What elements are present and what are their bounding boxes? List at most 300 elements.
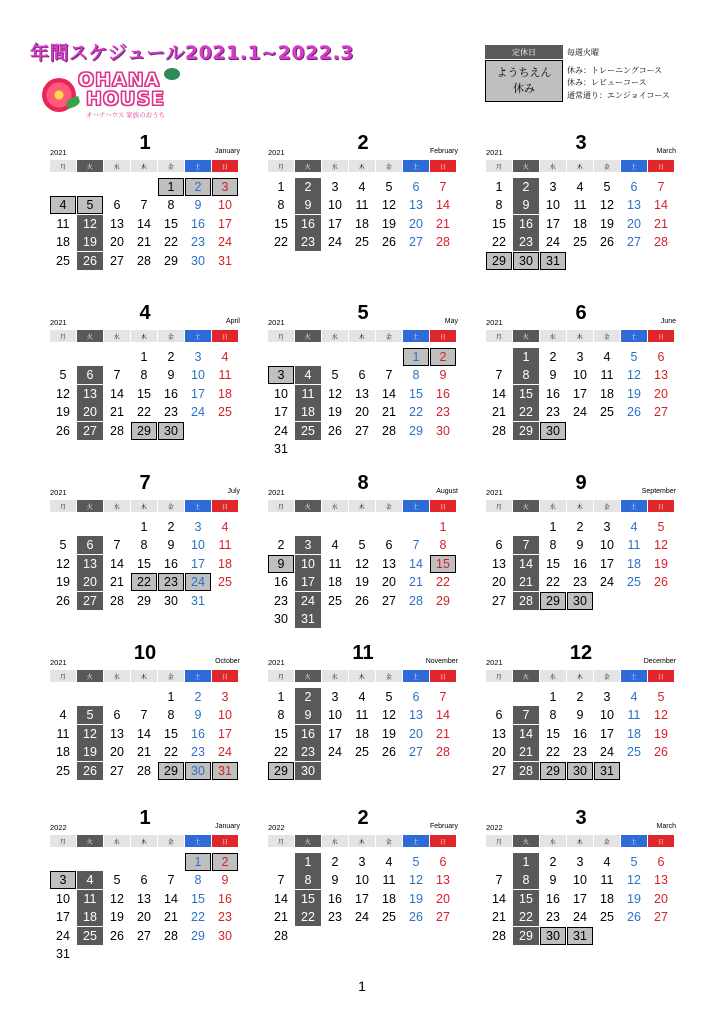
calendar-day: 31 [218,253,232,268]
calendar-day: 4 [603,350,611,364]
weekday-label: 水 [104,835,130,847]
month-name: April [225,318,240,325]
calendar-day: 14 [137,216,151,231]
month-number: 3 [575,807,587,829]
weekday-header [486,835,676,847]
calendar-day: 18 [77,908,103,926]
weekday-label: 日 [430,670,456,682]
calendar-day: 14 [110,386,124,401]
calendar-day: 1 [439,520,447,534]
calendar-day: 13 [382,556,396,571]
calendar-day: 9 [221,873,229,888]
calendar-day: 11 [627,538,641,553]
calendar-day: 21 [436,216,450,231]
weekday-header [486,500,676,512]
calendar-day: 20 [137,910,151,925]
calendar-day: 9 [295,706,321,724]
calendar-day: 12 [328,386,342,401]
calendar-day: 24 [191,405,205,420]
calendar-day: 2 [185,178,211,196]
month-year: 2021 [50,318,67,327]
calendar-day: 7 [140,198,148,213]
calendar-day: 12 [409,873,423,888]
month-year: 2022 [268,823,285,832]
calendar-day: 5 [385,690,393,704]
weekday-label: 金 [594,330,620,342]
month-year: 2021 [50,658,67,667]
month-name: March [656,148,676,155]
month-number: 2 [357,807,369,829]
calendar-day: 8 [412,368,420,383]
month-name: September [641,488,676,495]
calendar-day: 4 [221,520,229,534]
weekday-label: 日 [430,500,456,512]
calendar-day: 28 [436,235,450,250]
weekday-label: 木 [349,330,375,342]
calendar-day: 20 [436,891,450,906]
calendar-day: 22 [436,575,450,590]
weekday-label: 土 [621,500,647,512]
calendar-day: 14 [513,725,539,743]
calendar-day: 30 [191,253,205,268]
weekday-header [268,500,458,512]
calendar-day: 30 [185,762,211,780]
calendar-day: 8 [295,871,321,889]
calendar-day: 26 [654,745,668,760]
weekday-label: 月 [486,835,512,847]
calendar-day: 11 [295,385,321,403]
calendar-day: 9 [439,368,447,383]
calendar-day: 21 [137,235,151,250]
calendar-day: 26 [77,252,103,270]
weekday-label: 土 [621,670,647,682]
calendar-day: 3 [221,690,229,704]
calendar-day: 4 [295,366,321,384]
calendar-day: 17 [573,891,587,906]
weekday-label: 金 [594,670,620,682]
calendar-day: 5 [630,855,638,869]
weekday-label: 火 [513,835,539,847]
calendar-day: 3 [268,366,294,384]
month-number: 5 [357,302,369,324]
calendar-day: 11 [382,873,396,888]
weekday-label: 日 [212,670,238,682]
calendar-day: 6 [657,350,665,364]
calendar-day: 23 [218,910,232,925]
month-year: 2022 [486,823,503,832]
calendar-day: 3 [212,178,238,196]
calendar-day: 12 [382,708,396,723]
weekday-label: 日 [212,500,238,512]
calendar-day: 30 [164,593,178,608]
calendar-day: 10 [600,708,614,723]
month-name: March [656,823,676,830]
calendar-day: 22 [546,575,560,590]
calendar-day: 6 [495,708,503,723]
calendar-day: 24 [56,928,70,943]
calendar-day: 16 [295,725,321,743]
month-number: 3 [575,132,587,154]
calendar-day: 19 [600,216,614,231]
calendar-day: 18 [600,386,614,401]
calendar-day: 17 [600,556,614,571]
calendar-day: 7 [495,368,503,383]
calendar-day: 5 [358,538,366,553]
month-calendar [268,472,458,626]
calendar-day: 20 [492,575,506,590]
calendar-day: 12 [77,215,103,233]
weekday-header [50,500,240,512]
month-calendar [50,132,240,286]
calendar-day: 9 [549,368,557,383]
weekday-label: 土 [403,670,429,682]
weekday-label: 日 [648,330,674,342]
calendar-day: 20 [492,745,506,760]
calendar-day: 14 [409,556,423,571]
calendar-day: 25 [218,575,232,590]
weekday-header [50,160,240,172]
calendar-day: 30 [540,422,566,440]
calendar-day: 15 [191,891,205,906]
calendar-day: 4 [603,855,611,869]
month-number: 1 [139,807,151,829]
month-name: February [429,823,458,830]
calendar-day: 12 [56,386,70,401]
weekday-label: 土 [403,330,429,342]
calendar-day: 21 [409,575,423,590]
weekday-label: 火 [295,670,321,682]
calendar-day: 1 [513,853,539,871]
calendar-day: 25 [295,422,321,440]
weekday-label: 金 [158,330,184,342]
calendar-day: 21 [492,405,506,420]
month-name: October [215,658,240,665]
weekday-label: 金 [376,500,402,512]
calendar-day: 4 [385,855,393,869]
calendar-day: 5 [113,873,121,888]
calendar-day: 4 [358,180,366,194]
calendar-day: 26 [110,928,124,943]
calendar-day: 20 [382,575,396,590]
legend-item-enjoy: 通常通り：エンジョイコース [567,91,670,100]
weekday-label: 月 [50,330,76,342]
month-name: January [215,823,240,830]
calendar-day: 21 [274,910,288,925]
calendar-day: 31 [295,610,321,628]
calendar-day: 1 [295,853,321,871]
weekday-label: 月 [50,835,76,847]
calendar-day: 5 [59,368,67,383]
calendar-day: 2 [295,688,321,706]
calendar-day: 29 [268,762,294,780]
calendar-day: 27 [77,592,103,610]
weekday-label: 金 [376,160,402,172]
calendar-day: 18 [382,891,396,906]
calendar-day: 14 [110,556,124,571]
legend-box-line2: 休み [513,83,535,95]
calendar-day: 19 [382,726,396,741]
calendar-day: 8 [167,708,175,723]
weekday-label: 月 [50,160,76,172]
calendar-day: 15 [137,556,151,571]
calendar-day: 13 [77,385,103,403]
month-year: 2021 [268,488,285,497]
calendar-day: 8 [194,873,202,888]
weekday-label: 土 [403,835,429,847]
calendar-day: 11 [355,198,369,213]
weekday-label: 火 [77,160,103,172]
calendar-day: 26 [382,745,396,760]
calendar-day: 1 [549,690,557,704]
weekday-label: 水 [322,835,348,847]
calendar-day: 12 [355,556,369,571]
calendar-day: 24 [546,235,560,250]
weekday-label: 月 [486,500,512,512]
month-number: 1 [139,132,151,154]
calendar-day: 21 [137,745,151,760]
calendar-day: 14 [436,708,450,723]
weekday-label: 水 [104,500,130,512]
calendar-day: 20 [654,891,668,906]
calendar-day: 25 [627,575,641,590]
calendar-day: 3 [576,350,584,364]
calendar-day: 8 [513,871,539,889]
calendar-day: 15 [295,890,321,908]
calendar-day: 20 [77,573,103,591]
calendar-day: 1 [140,350,148,364]
calendar-day: 4 [221,350,229,364]
calendar-day: 17 [600,726,614,741]
calendar-day: 19 [77,233,103,251]
calendar-day: 23 [191,745,205,760]
calendar-day: 25 [600,405,614,420]
calendar-day: 8 [549,538,557,553]
calendar-day: 2 [549,350,557,364]
calendar-day: 13 [654,873,668,888]
weekday-label: 金 [376,330,402,342]
calendar-day: 13 [627,198,641,213]
calendar-day: 19 [627,891,641,906]
calendar-day: 28 [110,423,124,438]
calendar-day: 29 [436,593,450,608]
turtle-icon [164,68,180,80]
calendar-day: 1 [140,520,148,534]
calendar-day: 2 [549,855,557,869]
weekday-label: 月 [268,160,294,172]
calendar-day: 7 [412,538,420,553]
calendar-day: 23 [295,743,321,761]
calendar-day: 20 [409,726,423,741]
month-number: 4 [139,302,151,324]
month-name: December [643,658,676,665]
calendar-day: 4 [50,196,76,214]
calendar-day: 27 [382,593,396,608]
weekday-label: 火 [77,835,103,847]
calendar-day: 17 [191,556,205,571]
calendar-day: 22 [274,745,288,760]
calendar-day: 7 [385,368,393,383]
calendar-day: 10 [573,873,587,888]
calendar-day: 8 [513,366,539,384]
calendar-day: 25 [56,253,70,268]
calendar-day: 15 [137,386,151,401]
calendar-day: 30 [567,762,593,780]
calendar-day: 28 [654,235,668,250]
logo-subtitle: オハナハウス 家族のおうち [86,112,166,119]
calendar-day: 2 [194,690,202,704]
weekday-label: 土 [621,330,647,342]
calendar-day: 10 [328,708,342,723]
legend-regular-closed-label: 定休日 [485,45,563,59]
legend-item-training: 休み：トレーニングコース [567,66,663,75]
month-calendar [486,642,676,796]
calendar-day: 19 [110,910,124,925]
calendar-day: 8 [277,708,285,723]
calendar-day: 16 [546,386,560,401]
month-calendar [486,302,676,456]
weekday-label: 水 [322,500,348,512]
calendar-day: 16 [436,386,450,401]
calendar-day: 10 [218,708,232,723]
weekday-label: 土 [185,670,211,682]
weekday-label: 木 [567,835,593,847]
calendar-day: 2 [576,690,584,704]
calendar-day: 25 [355,235,369,250]
logo-line1: OHANA [78,69,161,91]
calendar-day: 12 [110,891,124,906]
calendar-day: 7 [495,873,503,888]
calendar-day: 18 [328,575,342,590]
calendar-day: 23 [164,405,178,420]
calendar-day: 26 [409,910,423,925]
calendar-day: 16 [191,216,205,231]
calendar-day: 6 [657,855,665,869]
weekday-label: 火 [295,160,321,172]
calendar-day: 27 [492,593,506,608]
month-number: 7 [139,472,151,494]
calendar-day: 24 [600,575,614,590]
calendar-day: 28 [137,763,151,778]
weekday-label: 月 [486,330,512,342]
calendar-day: 1 [185,853,211,871]
calendar-day: 4 [77,871,103,889]
calendar-day: 13 [436,873,450,888]
calendar-day: 18 [295,403,321,421]
month-calendar [50,472,240,626]
month-calendar [486,472,676,626]
calendar-day: 29 [191,928,205,943]
calendar-day: 11 [627,708,641,723]
month-calendar [268,642,458,796]
calendar-day: 28 [513,762,539,780]
month-number: 11 [352,642,374,664]
calendar-day: 26 [355,593,369,608]
calendar-day: 31 [567,927,593,945]
weekday-label: 火 [77,330,103,342]
weekday-label: 木 [131,670,157,682]
calendar-day: 16 [164,556,178,571]
month-year: 2022 [50,823,67,832]
calendar-day: 17 [295,573,321,591]
weekday-label: 木 [131,500,157,512]
calendar-day: 11 [56,726,70,741]
calendar-day: 30 [436,423,450,438]
calendar-day: 10 [191,538,205,553]
calendar-day: 28 [436,745,450,760]
weekday-label: 金 [594,160,620,172]
calendar-day: 6 [495,538,503,553]
calendar-day: 5 [59,538,67,553]
calendar-day: 19 [409,891,423,906]
weekday-header [50,835,240,847]
calendar-day: 19 [382,216,396,231]
calendar-day: 25 [77,927,103,945]
calendar-day: 24 [295,592,321,610]
weekday-label: 火 [513,670,539,682]
calendar-day: 10 [355,873,369,888]
calendar-day: 3 [358,855,366,869]
calendar-day: 28 [513,592,539,610]
calendar-day: 7 [513,706,539,724]
calendar-day: 16 [328,891,342,906]
weekday-label: 日 [648,835,674,847]
calendar-day: 17 [274,405,288,420]
calendar-day: 13 [409,708,423,723]
weekday-label: 日 [212,330,238,342]
calendar-day: 29 [486,252,512,270]
calendar-day: 18 [627,726,641,741]
weekday-label: 日 [648,500,674,512]
weekday-label: 金 [158,835,184,847]
calendar-day: 8 [140,368,148,383]
calendar-day: 28 [492,928,506,943]
calendar-day: 9 [513,196,539,214]
calendar-day: 22 [546,745,560,760]
weekday-label: 日 [430,835,456,847]
month-calendar [268,807,458,961]
calendar-day: 28 [110,593,124,608]
calendar-day: 22 [295,908,321,926]
month-year: 2021 [486,318,503,327]
calendar-day: 21 [513,743,539,761]
calendar-day: 15 [409,386,423,401]
legend-kindergarten-holiday [485,60,563,102]
calendar-day: 14 [137,726,151,741]
weekday-label: 火 [295,330,321,342]
calendar-day: 19 [77,743,103,761]
month-number: 12 [569,642,593,664]
calendar-day: 23 [436,405,450,420]
calendar-day: 16 [546,891,560,906]
month-number: 9 [575,472,587,494]
page-title: 年間スケジュール2021.1~2022.3 [30,42,354,64]
calendar-day: 29 [540,592,566,610]
calendar-day: 9 [331,873,339,888]
calendar-day: 30 [540,927,566,945]
calendar-day: 10 [546,198,560,213]
calendar-day: 20 [409,216,423,231]
calendar-day: 13 [110,216,124,231]
calendar-day: 17 [573,386,587,401]
calendar-day: 31 [212,762,238,780]
calendar-day: 1 [403,348,429,366]
weekday-label: 日 [648,670,674,682]
calendar-day: 18 [218,386,232,401]
weekday-label: 木 [131,835,157,847]
calendar-day: 13 [409,198,423,213]
calendar-day: 23 [295,233,321,251]
calendar-day: 29 [409,423,423,438]
